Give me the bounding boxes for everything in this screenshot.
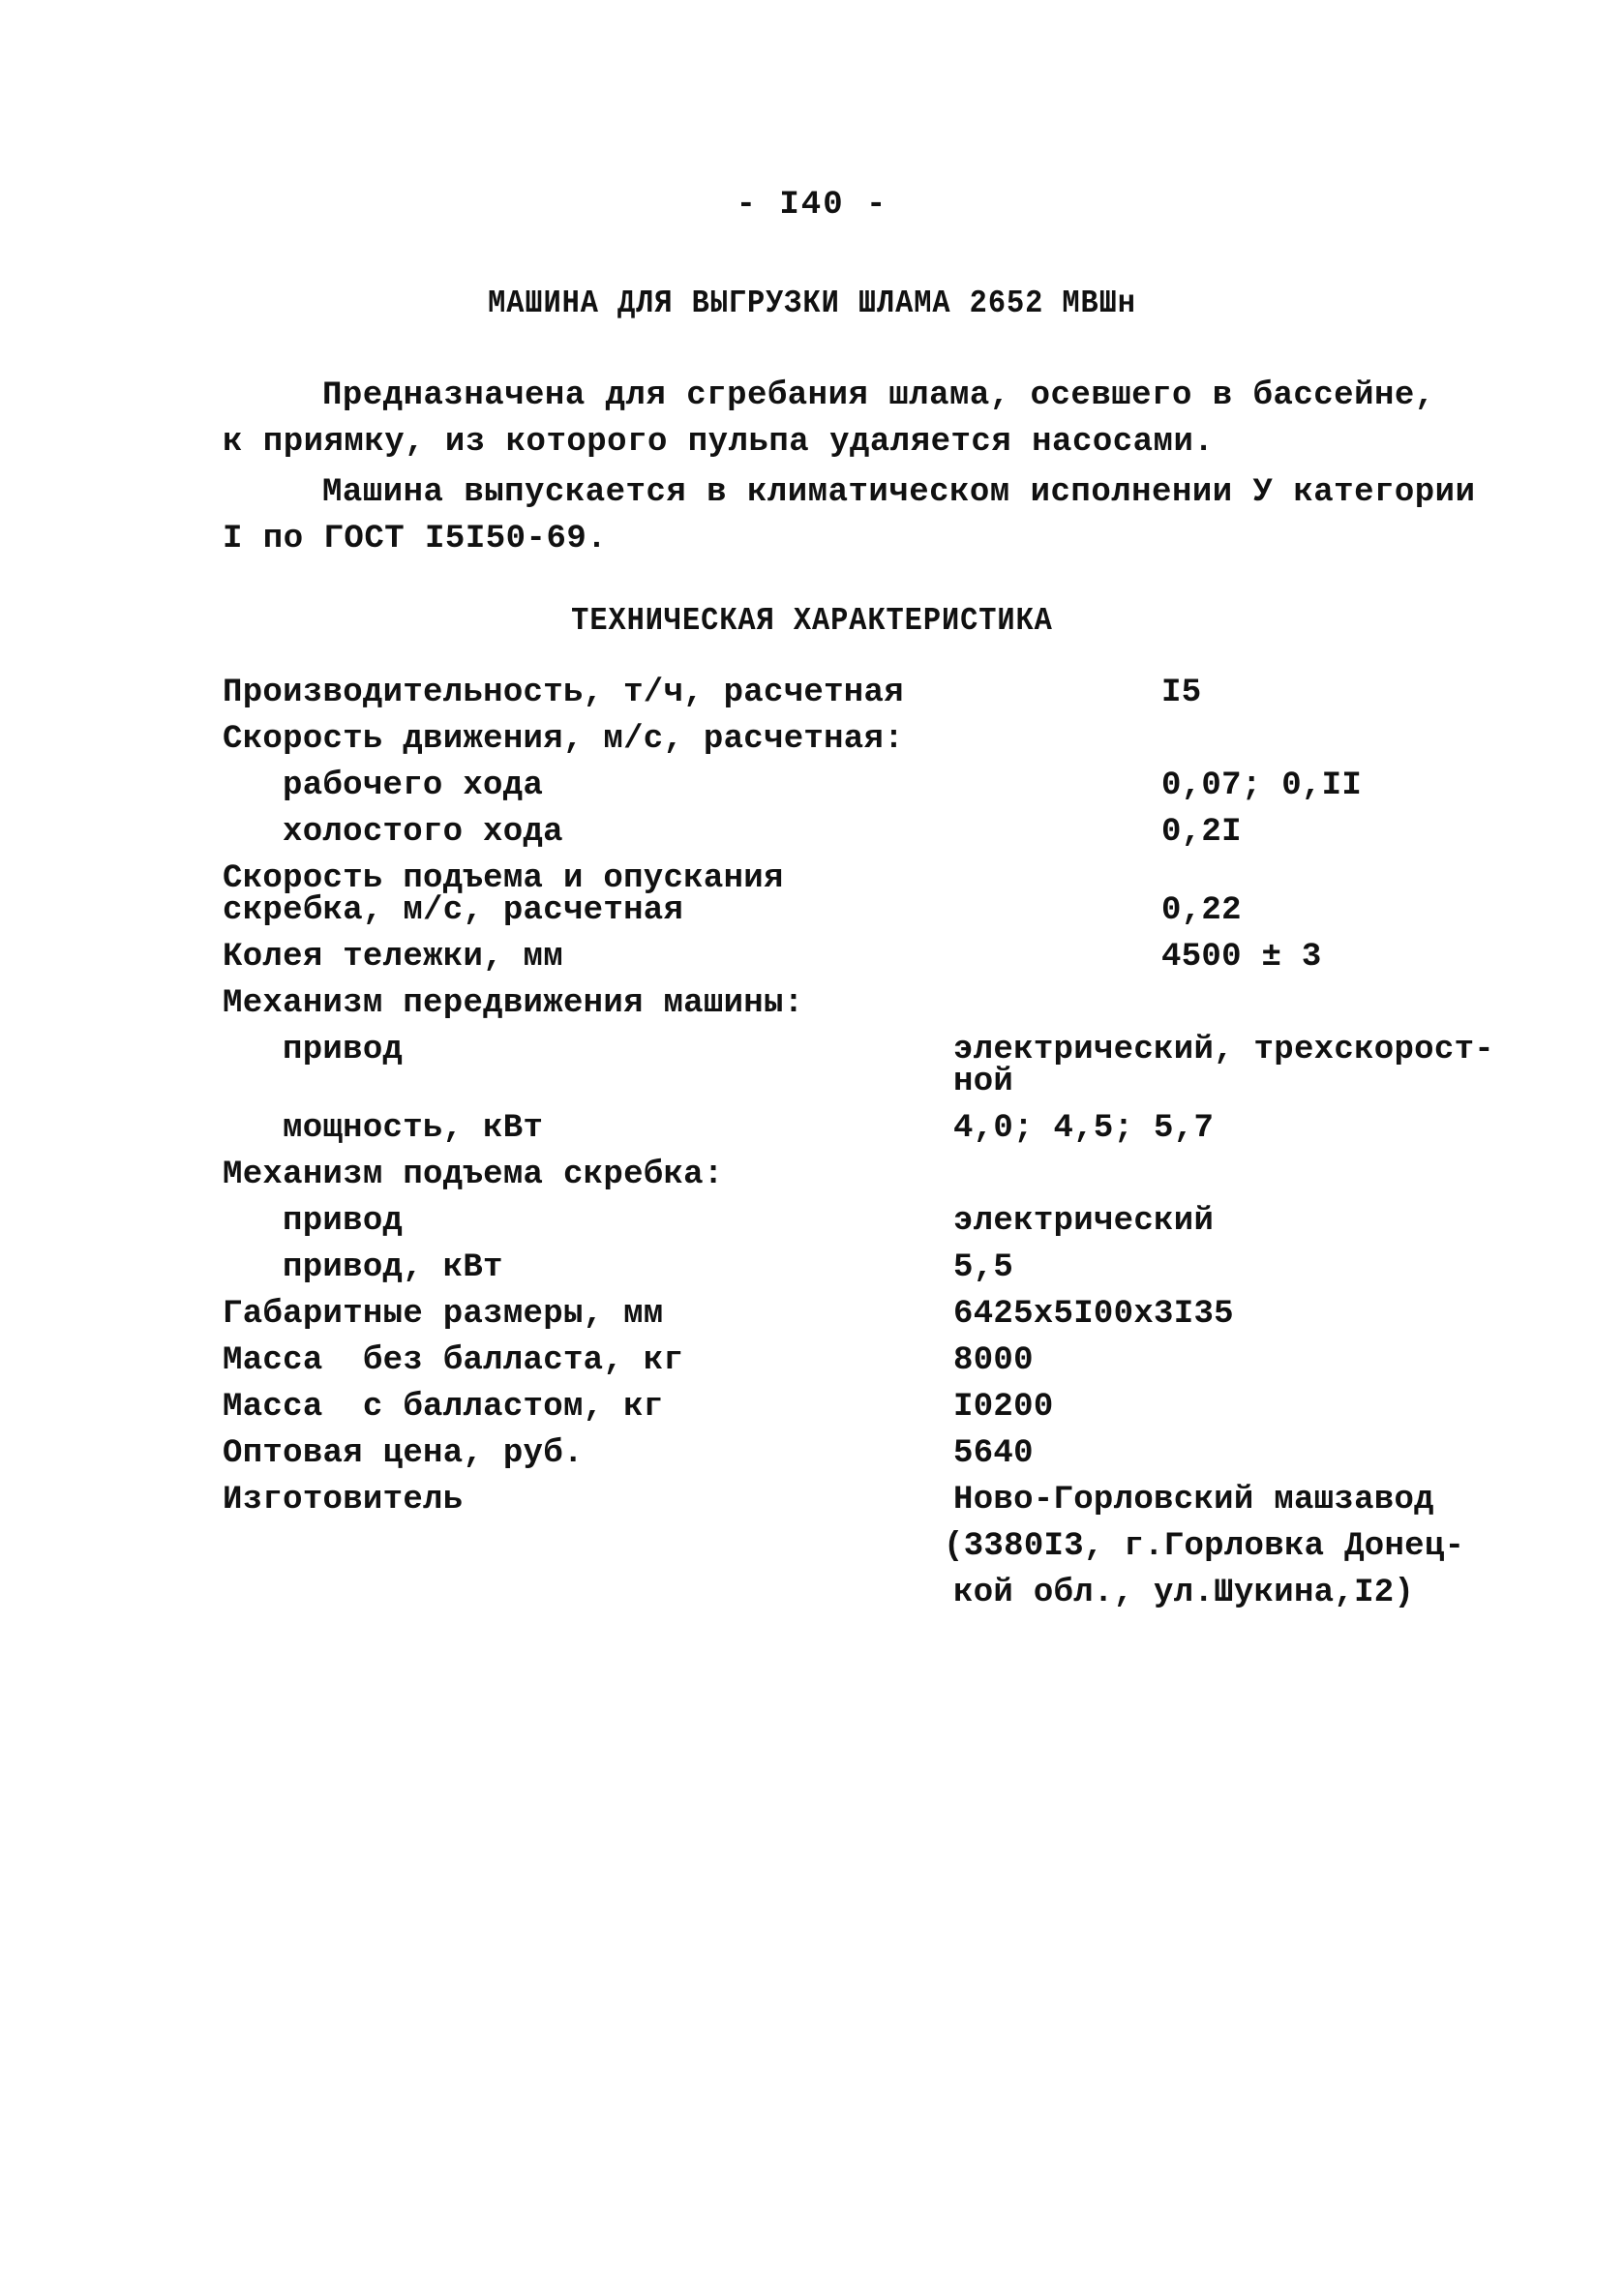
spec-value: кой обл., ул.Шукина,I2) xyxy=(953,1575,1415,1611)
spec-row xyxy=(223,1249,1539,1286)
spec-value: 5640 xyxy=(953,1435,1034,1472)
spec-label: Скорость подъема и опускания xyxy=(223,860,784,897)
spec-row xyxy=(223,1528,1539,1565)
spec-row xyxy=(223,939,1539,976)
spec-row xyxy=(223,1389,1539,1426)
spec-label: Изготовитель xyxy=(223,1482,464,1518)
spec-row xyxy=(223,1482,1539,1518)
spec-value: 0,2I xyxy=(1161,814,1242,851)
spec-label: привод xyxy=(283,1203,404,1240)
spec-value: электрический, трехскорост- xyxy=(953,1032,1494,1068)
spec-label: Масса с балластом, кг xyxy=(223,1389,664,1426)
spec-row xyxy=(223,892,1539,929)
spec-value: 5,5 xyxy=(953,1249,1014,1286)
spec-row xyxy=(223,1110,1539,1147)
spec-value: Ново-Горловский машзавод xyxy=(953,1482,1434,1518)
intro-line: I по ГОСТ I5I50-69. xyxy=(223,521,608,557)
spec-row xyxy=(223,985,1539,1022)
spec-label: скребка, м/с, расчетная xyxy=(223,892,684,929)
spec-value: 4500 ± 3 xyxy=(1161,939,1322,976)
spec-label: рабочего хода xyxy=(283,767,544,804)
spec-row xyxy=(223,767,1539,804)
page-number: - I40 - xyxy=(736,187,888,224)
spec-label: мощность, кВт xyxy=(283,1110,544,1147)
spec-value: электрический xyxy=(953,1203,1215,1240)
spec-label xyxy=(223,1064,1539,1100)
spec-label: Производительность, т/ч, расчетная xyxy=(223,675,904,711)
spec-row xyxy=(223,1575,1539,1611)
spec-value: I5 xyxy=(1161,675,1202,711)
intro-line: Предназначена для сгребания шлама, осевшего в бассейне, xyxy=(322,377,1435,414)
spec-row xyxy=(223,1203,1539,1240)
spec-value: 4,0; 4,5; 5,7 xyxy=(953,1110,1215,1147)
spec-row xyxy=(223,860,1539,897)
spec-value: 6425х5I00х3I35 xyxy=(953,1296,1234,1333)
spec-table xyxy=(223,677,1539,1609)
spec-label: холостого хода xyxy=(283,814,563,851)
spec-label: Масса без балласта, кг xyxy=(223,1342,684,1379)
spec-value: I0200 xyxy=(953,1389,1054,1426)
intro-line: Машина выпускается в климатическом исполнении У категории xyxy=(322,474,1476,511)
spec-row xyxy=(223,677,1539,709)
spec-label: Механизм передвижения машины: xyxy=(223,985,804,1022)
spec-row xyxy=(223,1064,1539,1100)
document-title: МАШИНА ДЛЯ ВЫГРУЗКИ ШЛАМА 2652 МВШн xyxy=(488,286,1136,321)
intro-paragraph-2 xyxy=(223,469,1481,562)
spec-value: 0,07; 0,II xyxy=(1161,767,1363,804)
spec-label: Габаритные размеры, мм xyxy=(223,1296,664,1333)
spec-row xyxy=(223,721,1539,758)
spec-row xyxy=(223,814,1539,851)
spec-row xyxy=(223,1296,1539,1333)
intro-line: к приямку, из которого пульпа удаляется насосами. xyxy=(223,424,1215,461)
spec-value: (3380I3, г.Горловка Донец- xyxy=(944,1528,1465,1565)
spec-value: ной xyxy=(953,1064,1014,1100)
intro-paragraph-1 xyxy=(223,373,1481,466)
spec-label: привод xyxy=(283,1032,404,1068)
spec-label: привод, кВт xyxy=(283,1249,503,1286)
spec-label: Скорость движения, м/с, расчетная: xyxy=(223,721,904,758)
spec-label: Оптовая цена, руб. xyxy=(223,1435,584,1472)
spec-label: Механизм подъема скребка: xyxy=(223,1157,724,1193)
section-title: ТЕХНИЧЕСКАЯ ХАРАКТЕРИСТИКА xyxy=(571,603,1053,639)
spec-row xyxy=(223,1342,1539,1379)
spec-label: Колея тележки, мм xyxy=(223,939,563,976)
spec-value: 8000 xyxy=(953,1342,1034,1379)
spec-row xyxy=(223,1435,1539,1472)
spec-row xyxy=(223,1032,1539,1068)
spec-value: 0,22 xyxy=(1161,892,1242,929)
spec-row xyxy=(223,1159,1539,1191)
